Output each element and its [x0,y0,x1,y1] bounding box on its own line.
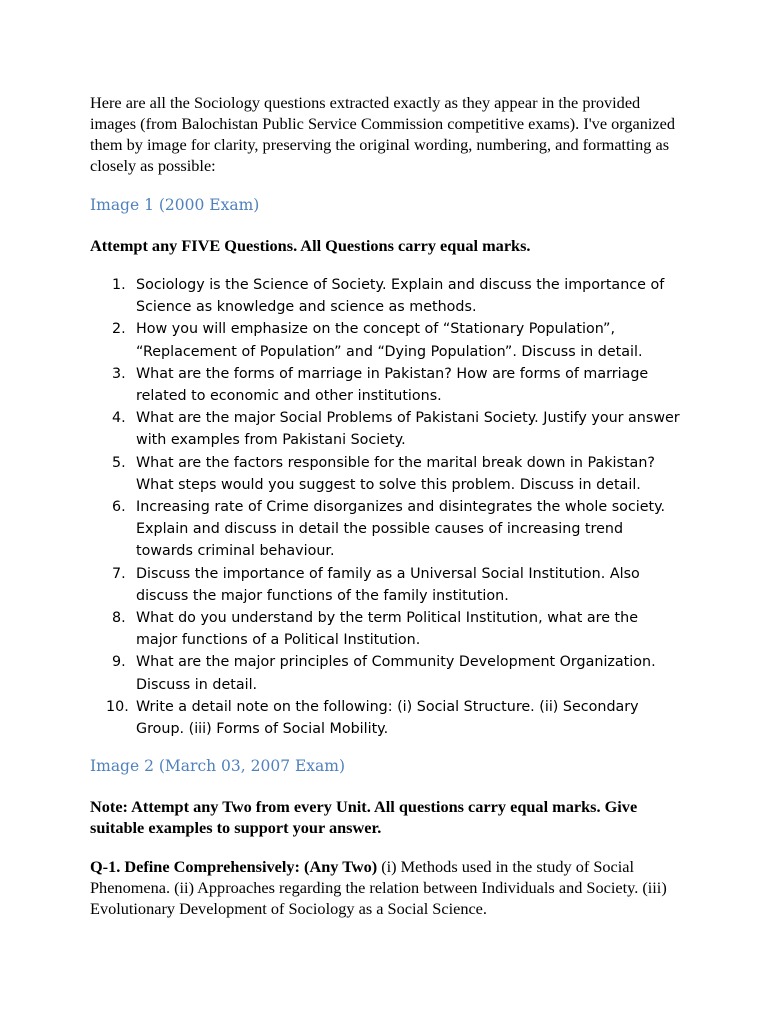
question-number: 7. [112,565,126,582]
list-item [90,318,680,362]
question-text: What are the major principles of Community Development Organization. Discuss in detail. [136,654,656,693]
note-text: Note: Attempt any Two from every Unit. All questions carry equal marks. Give suitable examples to support your answer. [90,797,638,838]
list-item [90,496,680,563]
question-text: Discuss the importance of family as a Universal Social Institution. Also discuss the major functions of the family institution. [136,565,640,604]
list-item [90,563,680,607]
question-number: 2. [112,321,126,338]
question-number: 6. [112,499,126,516]
question-text: How you will emphasize on the concept of “Stationary Population”, “Replacement of Population” and “Dying Population”. Discuss in detail. [136,321,643,360]
question-list [90,274,680,740]
instruction-text: Attempt any FIVE Questions. All Questions carry equal marks. [90,236,531,255]
list-item [90,274,680,318]
section-heading-image-1: Image 1 (2000 Exam) [90,196,260,214]
question-text: What are the factors responsible for the marital break down in Pakistan? What steps would you suggest to solve this problem. Discuss in detail. [136,454,655,493]
question-text: Write a detail note on the following: (i) Social Structure. (ii) Secondary Group. (iii) Forms of Social Mobility. [136,698,639,738]
question-number: 5. [112,454,126,471]
list-item [90,363,680,407]
list-item [90,407,680,451]
question-number: 4. [112,410,126,427]
document-page [90,92,680,919]
question-text: What do you understand by the term Political Institution, what are the major functions of a Political Institution. [136,610,639,649]
question-q1 [90,856,680,919]
question-number: 3. [112,365,126,382]
list-item [90,607,680,651]
question-number: 9. [112,654,126,671]
question-q1-label: Q-1. Define Comprehensively: (Any Two) [90,857,378,877]
question-number: 10. [106,698,129,715]
question-text: Increasing rate of Crime disorganizes and disintegrates the whole society. Explain and discuss in detail the possible causes of increasing trend towards criminal behaviour. [136,499,666,560]
list-item [90,651,680,695]
question-number: 1. [112,277,126,293]
list-item [90,452,680,496]
question-text: What are the forms of marriage in Pakistan? How are forms of marriage related to economic and other institutions. [136,365,649,405]
question-text: Sociology is the Science of Society. Explain and discuss the importance of Science as knowledge and science as methods. [136,277,665,316]
question-q1-text: (i) Methods used in the study of Social Phenomena. (ii) Approaches regarding the relation between Individuals and Society. (iii) Evolutionary Development of Sociology as a Social Science. [90,857,667,919]
list-item [90,696,680,740]
section-heading-image-2: Image 2 (March 03, 2007 Exam) [90,757,346,776]
question-text: What are the major Social Problems of Pakistani Society. Justify your answer with examples from Pakistani Society. [136,410,680,449]
question-number: 8. [112,610,126,627]
intro-paragraph: Here are all the Sociology questions extracted exactly as they appear in the provided images (from Balochistan Public Service Commission competitive exams). I've organized them by image for clarity, preserving the original wording, numbering, and formatting as closely as possible: [90,93,676,175]
